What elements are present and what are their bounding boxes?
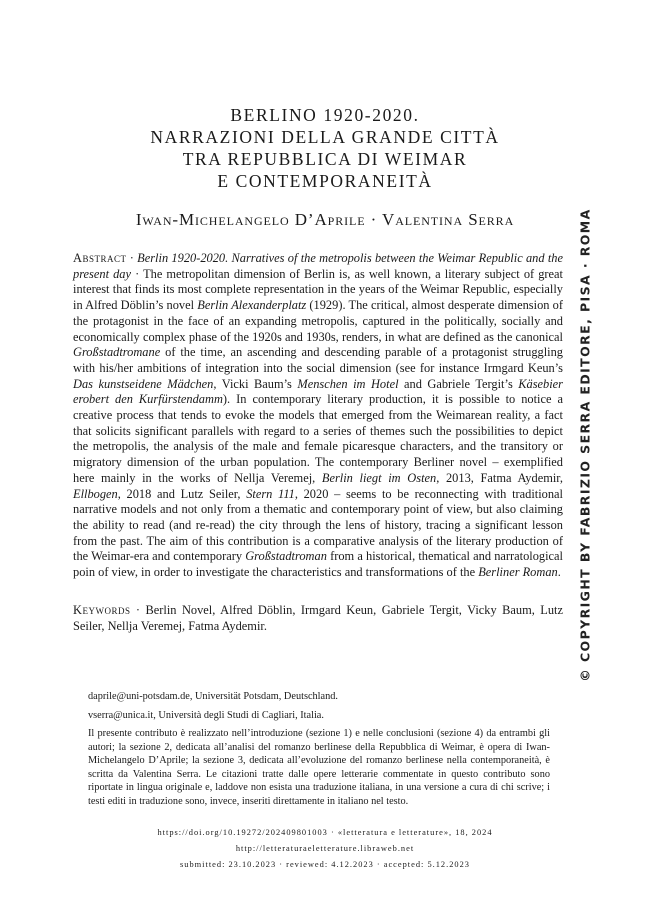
abstract-text: of the time, an ascending and descending parable of a protagonist struggling with his/her ambitions of integration into the social dimension (see for instance Irmgard Keun’s [73, 345, 563, 375]
abstract-text: ). In contemporary literary production, it is possible to notice a creative process that tends to evoke the models that emerged from the Weimarean reality, a fact that solicits significant parallels with regard to a series of themes such the possibilities to depict the metropolis, the analysis of the male and female picaresque characters, and the transitory or migratory dimension of the urban population. The contemporary Berliner novel – exemplified here mainly in the works of Nellja Veremej, [73, 392, 564, 485]
abstract-text: (1929). The critical, almost desperate dimension of the protagonist in the face of an expanding metropolis, captured in the politically, socially and economically complex phase of the 1920s and 1930s, renders, in what are defined as the canonical [73, 298, 563, 344]
abstract-label: Abstract [73, 251, 127, 265]
abstract-text: , 2020 – seems to be reconnecting with traditional narrative models and not only from a thematic and contemporary point of view, but also claiming the ability to read (and re-read) the city through the lens of history, tracing a significant lesson from the past. The aim of this contribution is a comparative analysis of the literary production of the Weimar-era and contemporary [73, 486, 563, 564]
keywords-label: Keywords [73, 603, 131, 617]
abstract-italic: Berlin Alexanderplatz [197, 298, 307, 313]
affiliation-1: daprile@uni-potsdam.de, Universität Potsdam, Deutschland. [88, 691, 338, 702]
authors: Iwan-Michelangelo D’Aprile · Valentina Serra [135, 210, 515, 229]
abstract-italic: Großstadtromane [73, 345, 161, 360]
abstract-text: . [557, 565, 561, 580]
abstract-italic: Das kunstseidene Mädchen [73, 376, 214, 391]
abstract-text: , Vicki Baum’s [213, 376, 298, 391]
abstract-english-title: Berlin 1920-2020. Narratives of the metropolis between the Weimar Republic and the present day [73, 251, 563, 281]
abstract-italic: Ellbogen [73, 486, 118, 501]
abstract-separator: · [126, 251, 138, 265]
abstract-text: from a historical, thematical and narratological poin of view, in order to investigate the characteristics and transformations of the [73, 549, 563, 580]
abstract-italic: Menschen im Hotel [297, 376, 399, 391]
abstract-italic: Großstadtroman [245, 549, 327, 564]
copyright-notice: © COPYRIGHT BY FABRIZIO SERRA EDITORE, PISA · ROMA [577, 208, 593, 682]
footnotes [88, 690, 550, 808]
abstract-italic: Käsebier erobert den Kurfürstendamm [73, 376, 564, 407]
keywords [73, 603, 563, 634]
title-line-3: TRA REPUBBLICA DI WEIMAR [182, 149, 468, 169]
article-title [80, 104, 570, 192]
dates-line: submitted: 23.10.2023 · reviewed: 4.12.2023 · accepted: 5.12.2023 [180, 860, 470, 869]
keywords-text: · Berlin Novel, Alfred Döblin, Irmgard Keun, Gabriele Tergit, Vicky Baum, Lutz Seiler, Nellja Veremej, Fatma Aydemir. [73, 603, 563, 633]
title-line-1: BERLINO 1920-2020. [230, 105, 420, 125]
abstract-text: and Gabriele Tergit’s [398, 376, 519, 391]
affiliation-2: vserra@unica.it, Università degli Studi di Cagliari, Italia. [88, 709, 324, 721]
title-line-2: NARRAZIONI DELLA GRANDE CITTÀ [150, 127, 500, 147]
abstract [73, 251, 563, 581]
copyright-sidebar [577, 208, 593, 682]
abstract-text: , 2013, Fatma Aydemir, [436, 470, 563, 485]
abstract-italic: Berliner Roman [478, 565, 558, 580]
doi-line[interactable]: https://doi.org/10.19272/202409801003 · «letteratura e letterature», 18, 2024 [157, 828, 493, 837]
abstract-italic: Stern 111 [246, 486, 295, 501]
contribution-note: Il presente contributo è realizzato nell’introduzione (sezione 1) e nelle conclusioni (sezione 4) da entrambi gli autori; la sezione 2, dedicata all’analisi del romanzo berlinese della Repubblica di Weimar, è opera di Iwan-Michelangelo D’Aprile; la sezione 3, dedicata all’evoluzione del romanzo berlinese nella contemporaneità, è scritta da Valentina Serra. Le citazioni tratte dalle opere letterarie commentate in questo contributo sono riportate in lingua originale e, laddove non esista una traduzione italiana, in una versione a cura di chi scrive; i testi editi in traduzione sono, invece, inseriti direttamente in italiano nel testo. [88, 728, 550, 807]
journal-url[interactable]: http://letteraturaeletterature.libraweb.net [235, 844, 415, 853]
abstract-text: , 2018 and Lutz Seiler, [117, 486, 247, 501]
abstract-text: · The metropolitan dimension of Berlin is, as well known, a literary subject of great interest that finds its most complete representation in the years of the Weimar Republic, especially in Alfred Döblin’s novel [73, 266, 563, 313]
title-line-4: E CONTEMPORANEITÀ [217, 171, 433, 191]
abstract-italic: Berlin liegt im Osten [321, 470, 437, 485]
